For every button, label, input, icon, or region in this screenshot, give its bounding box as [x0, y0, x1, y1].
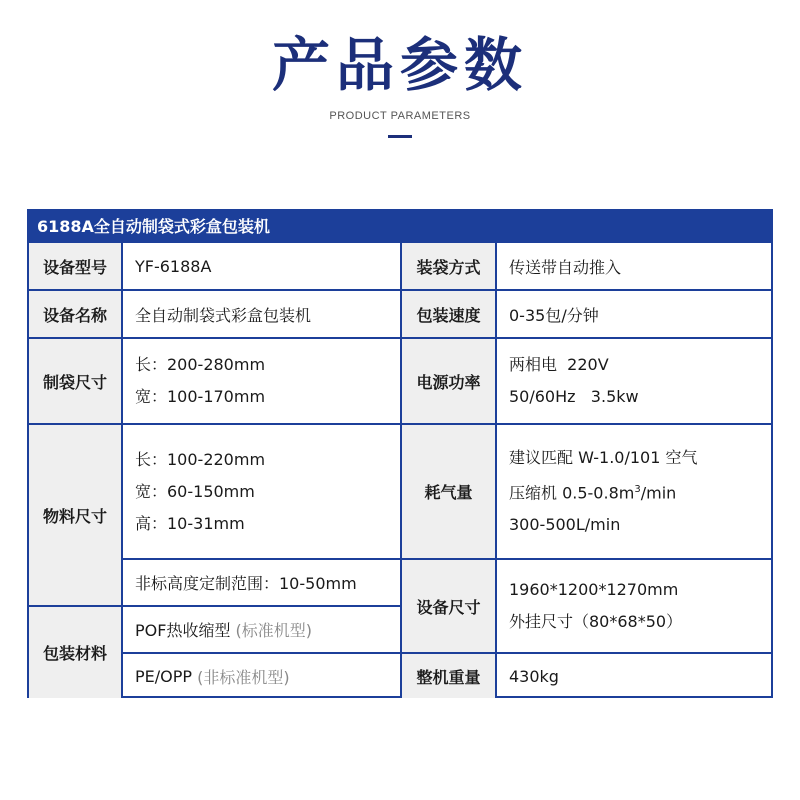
bagsize-value: [123, 339, 402, 425]
material-value: [123, 425, 402, 560]
model-label: 设备型号: [29, 243, 123, 291]
power-value: [497, 339, 771, 425]
bagsize-length: 长：200-280mm: [135, 355, 266, 374]
air-line2-sup: 3: [634, 483, 641, 495]
bagsize-width: 宽：100-170mm: [135, 387, 266, 406]
name-value: 全自动制袋式彩盒包装机: [123, 291, 402, 339]
model-value: YF-6188A: [123, 243, 402, 291]
weight-label: 整机重量: [402, 654, 497, 698]
weight-value: 430kg: [509, 666, 559, 686]
air-label: 耗气量: [402, 425, 497, 560]
air-line3: 300-500L/min: [509, 515, 621, 535]
packmat-pof-row: [123, 607, 402, 654]
page-title: 产品参数: [271, 31, 528, 99]
packmat-pe-note: (非标准机型): [197, 667, 290, 687]
title-divider: [388, 135, 412, 138]
bagging-label: 装袋方式: [402, 243, 497, 291]
spec-table: [27, 209, 773, 698]
packmat-label: 包装材料: [29, 607, 123, 698]
material-label: 物料尺寸: [29, 425, 123, 607]
packmat-pe-row: [123, 654, 402, 698]
size-value: [497, 560, 771, 654]
air-line2-suffix: /min: [640, 483, 677, 503]
packmat-pof-note: (标准机型): [235, 621, 313, 640]
material-custom: 非标高度定制范围：10-50mm: [123, 560, 402, 607]
page-subtitle: PRODUCT PARAMETERS: [329, 110, 471, 122]
packmat-pof: POF热收缩型: [135, 621, 231, 640]
air-value: [497, 425, 771, 560]
size-line2: 外挂尺寸（80*68*50）: [509, 612, 683, 631]
bagging-value: 传送带自动推入: [497, 243, 771, 291]
material-height: 高：10-31mm: [135, 513, 245, 533]
spec-table-caption: 6188A全自动制袋式彩盒包装机: [29, 211, 771, 243]
size-line1: 1960*1200*1270mm: [509, 580, 679, 599]
size-label: 设备尺寸: [402, 560, 497, 654]
name-label: 设备名称: [29, 291, 123, 339]
power-line1: 两相电 220V: [509, 355, 609, 374]
air-line2: [509, 474, 676, 509]
bagsize-label: 制袋尺寸: [29, 339, 123, 425]
material-width: 宽：60-150mm: [135, 481, 255, 501]
air-line1: 建议匹配 W-1.0/101 空气: [509, 447, 698, 467]
material-length: 长：100-220mm: [135, 449, 266, 469]
speed-label: 包装速度: [402, 291, 497, 339]
air-line2-prefix: 压缩机 0.5-0.8m: [509, 483, 635, 503]
packmat-pe: PE/OPP: [135, 666, 193, 686]
power-line2: 50/60Hz 3.5kw: [509, 387, 639, 406]
power-label: 电源功率: [402, 339, 497, 425]
speed-value: 0-35包/分钟: [497, 291, 771, 339]
